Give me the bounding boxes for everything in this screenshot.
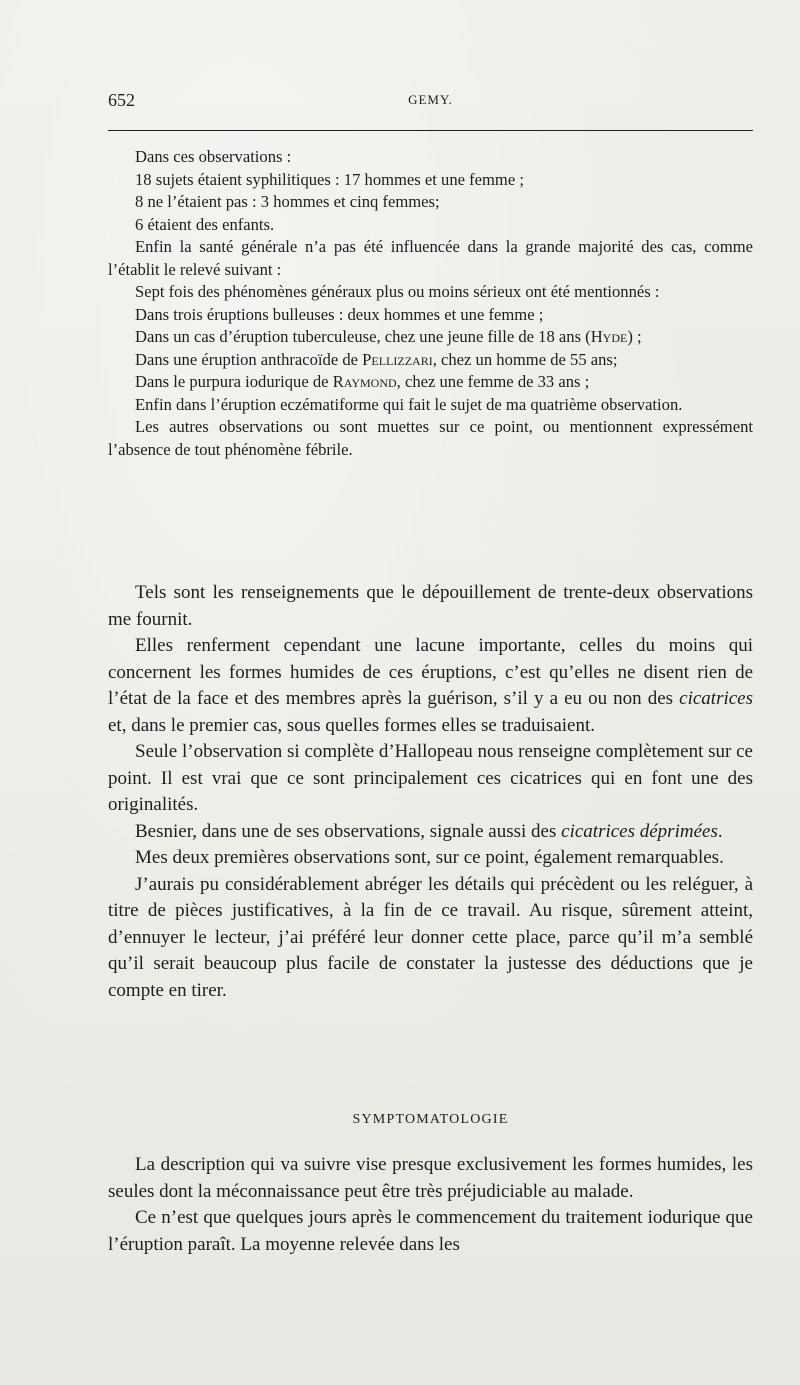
- paragraph-anthracoide: [108, 349, 753, 372]
- author-hyde: Hyde: [590, 327, 628, 346]
- section-text-block: [108, 1152, 753, 1258]
- obs-non-syphilitic-line: 8 ne l’étaient pas : 3 hommes et cinq femmes;: [135, 192, 440, 211]
- anthracoide-text-b: , chez un homme de 55 ans;: [432, 349, 618, 369]
- term-cicatrices: cicatrices: [679, 688, 753, 709]
- section-heading: SYMPTOMATOLOGIE: [352, 1112, 509, 1127]
- obs-syphilitic-line: 18 sujets étaient syphilitiques : 17 hommes et une femme ;: [135, 169, 524, 189]
- main-text-block: [108, 580, 753, 1004]
- page-header: [108, 90, 753, 112]
- anthracoide-text-a: Dans une éruption anthracoïde de: [135, 349, 363, 369]
- paragraph-purpura: [108, 371, 753, 394]
- elles-text-b: et, dans le premier cas, sous quelles formes elles se traduisaient.: [108, 714, 595, 736]
- elles-text-a: Elles renferment cependant une lacune importante, celles du moins qui concernent les formes humides de ces éruptions, c’est qu’elles ne disent rien de l’état de la face et des membres après la guérison, s’il y a eu ou non des: [108, 635, 753, 709]
- paragraph-elles: [108, 633, 753, 739]
- paragraph-eczematiforme: Enfin dans l’éruption eczématiforme qui fait le sujet de ma quatrième observation.: [135, 394, 683, 414]
- tuberculeuse-text-b: ) ;: [627, 327, 642, 346]
- obs-children-line: 6 étaient des enfants.: [135, 214, 275, 234]
- purpura-text-b: , chez une femme de 33 ans ;: [396, 372, 590, 391]
- besnier-text-a: Besnier, dans une de ses observations, signale aussi des: [135, 820, 562, 842]
- paragraph-sept-fois: Sept fois des phénomènes généraux plus ou moins sérieux ont été mentionnés :: [135, 282, 660, 301]
- page-number: 652: [108, 90, 135, 110]
- besnier-text-b: .: [717, 820, 723, 842]
- author-raymond: Raymond: [332, 372, 397, 391]
- paragraph-seule: Seule l’observation si complète d’Hallopeau nous renseigne complètement sur ce point. Il est vrai que ce sont principalement ces cicatrices qui en font une des originalités.: [108, 741, 753, 815]
- paragraph-mes-deux: Mes deux premières observations sont, sur ce point, également remarquables.: [135, 847, 724, 868]
- paragraph-tuberculeuse: [108, 326, 753, 349]
- purpura-text-a: Dans le purpura iodurique de: [135, 372, 333, 391]
- author-pellizzari: Pellizzari: [362, 349, 433, 369]
- paragraph-jaurais: J’aurais pu considérablement abréger les détails qui précèdent ou les reléguer, à titre de pièces justificatives, à la fin de ce travail. Au risque, sûrement atteint, d’ennuyer le lecteur, j’ai préféré leur donner cette place, parce qu’il m’a semblé qu’il serait beaucoup plus facile de constater la justesse des déductions que je compte en tirer.: [108, 873, 753, 1001]
- observations-block: [108, 146, 753, 461]
- paragraph-ce-nest: Ce n’est que quelques jours après le commencement du traitement iodurique que l’éruption paraît. La moyenne relevée dans les: [108, 1207, 753, 1255]
- header-rule: [108, 130, 753, 131]
- tuberculeuse-text-a: Dans un cas d’éruption tuberculeuse, chez une jeune fille de 18 ans (: [135, 327, 591, 346]
- paragraph-tels: Tels sont les renseignements que le dépouillement de trente-deux observations me fournit.: [108, 582, 753, 630]
- paragraph-sante: Enfin la santé générale n’a pas été influencée dans la grande majorité des cas, comme l’établit le relevé suivant :: [108, 237, 753, 279]
- paragraph-besnier: [108, 819, 753, 846]
- paragraph-autres: Les autres observations ou sont muettes sur ce point, ou mentionnent expressément l’absence de tout phénomène fébrile.: [108, 417, 753, 459]
- paragraph-bulleuses: Dans trois éruptions bulleuses : deux hommes et une femme ;: [135, 304, 544, 324]
- term-cicatrices-deprimees: cicatrices déprimées: [561, 820, 718, 842]
- obs-intro-line: Dans ces observations :: [135, 147, 292, 166]
- paragraph-description: La description qui va suivre vise presque exclusivement les formes humides, les seules dont la méconnaissance peut être très préjudiciable au malade.: [108, 1154, 753, 1202]
- running-head: GEMY.: [408, 92, 453, 107]
